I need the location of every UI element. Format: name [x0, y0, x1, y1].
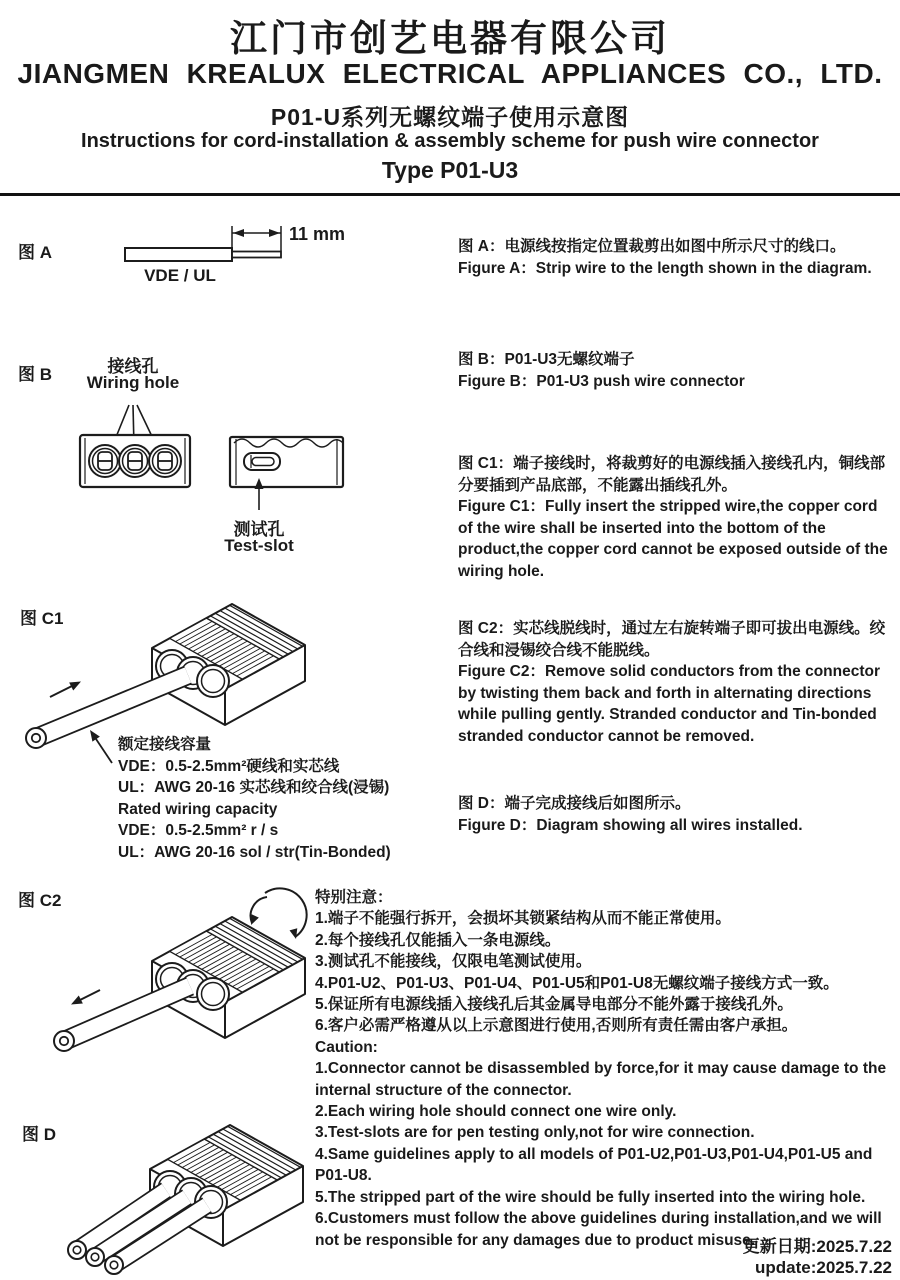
figure-b-diagram	[0, 395, 450, 525]
stripped-conductor-drawing	[232, 252, 281, 258]
update-date-cn: 更新日期:2025.7.22	[742, 1237, 892, 1256]
test-slot-label-en: Test-slot	[224, 536, 294, 555]
company-name-cn: 江门市创艺电器有限公司	[230, 18, 670, 59]
test-slot-label-cn: 测试孔	[233, 520, 285, 539]
figure-a-label: 图 A	[18, 243, 52, 262]
company-name-en: JIANGMEN KREALUX ELECTRICAL APPLIANCES CO., LTD.	[17, 58, 883, 89]
rated-capacity-block	[118, 734, 391, 864]
description-figure-c1	[458, 453, 895, 583]
notice-item-en: 1.Connector cannot be disassembled by force,for it may cause damage to the internal structure of the connector.	[315, 1060, 887, 1099]
connector-front-view	[80, 435, 190, 487]
wire-standard-label: VDE / UL	[144, 266, 216, 285]
figure-b-label: 图 B	[18, 365, 52, 384]
description-d-cn: 图 D：端子完成接线后如图所示。	[458, 795, 691, 812]
capacity-leader-arrow-icon	[86, 727, 112, 763]
capacity-ul-en: UL：AWG 20-16 sol / str(Tin-Bonded)	[118, 843, 391, 861]
update-date	[600, 1236, 892, 1278]
connector-side-view	[230, 437, 343, 487]
notice-item-en: 3.Test-slots are for pen testing only,not for wire connection.	[315, 1124, 755, 1142]
figure-c1-label: 图 C1	[20, 609, 64, 628]
subtitle-en: Instructions for cord-installation & assembly scheme for push wire connector	[81, 130, 819, 152]
description-c1-en: Figure C1：Fully insert the stripped wire,the copper cord of the wire shall be inserted into the bottom of the product,the copper cord cannot be exposed outside of the wiring hole.	[458, 498, 888, 580]
notice-title-cn: 特别注意：	[315, 889, 393, 906]
capacity-vde-en: VDE：0.5-2.5mm² r / s	[118, 822, 279, 840]
capacity-vde-cn: VDE：0.5-2.5mm²硬线和实芯线	[118, 757, 340, 775]
wiring-hole-label-cn: 接线孔	[107, 357, 159, 376]
notice-item-cn: 3.测试孔不能接线，仅限电笔测试使用。	[315, 953, 592, 971]
notice-title-en: Caution:	[315, 1038, 378, 1056]
notice-item-en: 5.The stripped part of the wire should be fully inserted into the wiring hole.	[315, 1188, 866, 1206]
description-a-cn: 图 A：电源线按指定位置裁剪出如图中所示尺寸的线口。	[458, 238, 846, 255]
description-c2-cn: 图 C2：实芯线脱线时，通过左右旋转端子即可拔出电源线。绞合线和浸锡绞合线不能脱线。	[458, 620, 886, 659]
capacity-title-cn: 额定接线容量	[118, 736, 212, 753]
capacity-title-en: Rated wiring capacity	[118, 800, 278, 818]
installed-wires-drawing	[68, 1190, 207, 1274]
removal-arrow-icon	[69, 990, 100, 1009]
description-figure-a	[458, 236, 892, 279]
notice-item-cn: 1.端子不能强行拆开，会损坏其锁紧结构从而不能正常使用。	[315, 910, 731, 928]
description-a-en: Figure A：Strip wire to the length shown in the diagram.	[458, 259, 872, 277]
series-title-cn: P01-U系列无螺纹端子使用示意图	[270, 104, 630, 130]
update-date-en: update:2025.7.22	[754, 1258, 892, 1277]
notice-item-cn: 5.保证所有电源线插入接线孔后其金属导电部分不能外露于接线孔外。	[315, 996, 793, 1014]
notice-item-cn: 6.客户必需严格遵从以上示意图进行使用,否则所有责任需由客户承担。	[315, 1017, 798, 1035]
description-b-cn: 图 B：P01-U3无螺纹端子	[458, 351, 635, 368]
notice-item-en: 2.Each wiring hole should connect one wire only.	[315, 1103, 677, 1121]
caution-section	[315, 887, 895, 1251]
figure-d-label: 图 D	[22, 1125, 56, 1144]
description-c1-cn: 图 C1：端子接线时，将裁剪好的电源线插入接线孔内，铜线部分要插到产品底部，不能露出插线孔外。	[458, 455, 886, 494]
dimension-value: 11 mm	[289, 224, 346, 244]
insertion-arrow-icon	[50, 677, 83, 697]
capacity-ul-cn: UL：AWG 20-16 实芯线和绞合线(浸锡)	[118, 779, 390, 797]
description-figure-b	[458, 349, 892, 392]
description-d-en: Figure D：Diagram showing all wires installed.	[458, 816, 803, 834]
description-figure-c2	[458, 618, 895, 748]
wire-drawing	[54, 986, 190, 1051]
connector-iso-drawing	[152, 917, 305, 1038]
notice-item-en: 4.Same guidelines apply to all models of P01-U2,P01-U3,P01-U4,P01-U5 and P01-U8.	[315, 1145, 873, 1185]
wiring-hole-label-en: Wiring hole	[86, 373, 180, 392]
notice-item-cn: 4.P01-U2、P01-U3、P01-U4、P01-U5和P01-U8无螺纹端子接线方式一致。	[315, 974, 839, 992]
description-figure-d	[458, 793, 895, 836]
wire-sheath-drawing	[125, 248, 232, 261]
header-divider	[0, 193, 900, 196]
description-c2-en: Figure C2：Remove solid conductors from the connector by twisting them back and forth in alternating directions while pulling gently. Stranded conductor and Tin-bonded stranded conductor cannot be removed.	[458, 663, 881, 745]
type-label: Type P01-U3	[381, 157, 519, 183]
connector-iso-drawing	[152, 604, 305, 725]
figure-c2-label: 图 C2	[18, 891, 62, 910]
test-slot-drawing	[244, 453, 280, 470]
description-b-en: Figure B：P01-U3 push wire connector	[458, 372, 745, 390]
notice-item-en: 6.Customers must follow the above guidelines during installation,and we will not be responsible for any damages due to product misuse.	[315, 1210, 882, 1249]
notice-item-cn: 2.每个接线孔仅能插入一条电源线。	[315, 931, 561, 949]
